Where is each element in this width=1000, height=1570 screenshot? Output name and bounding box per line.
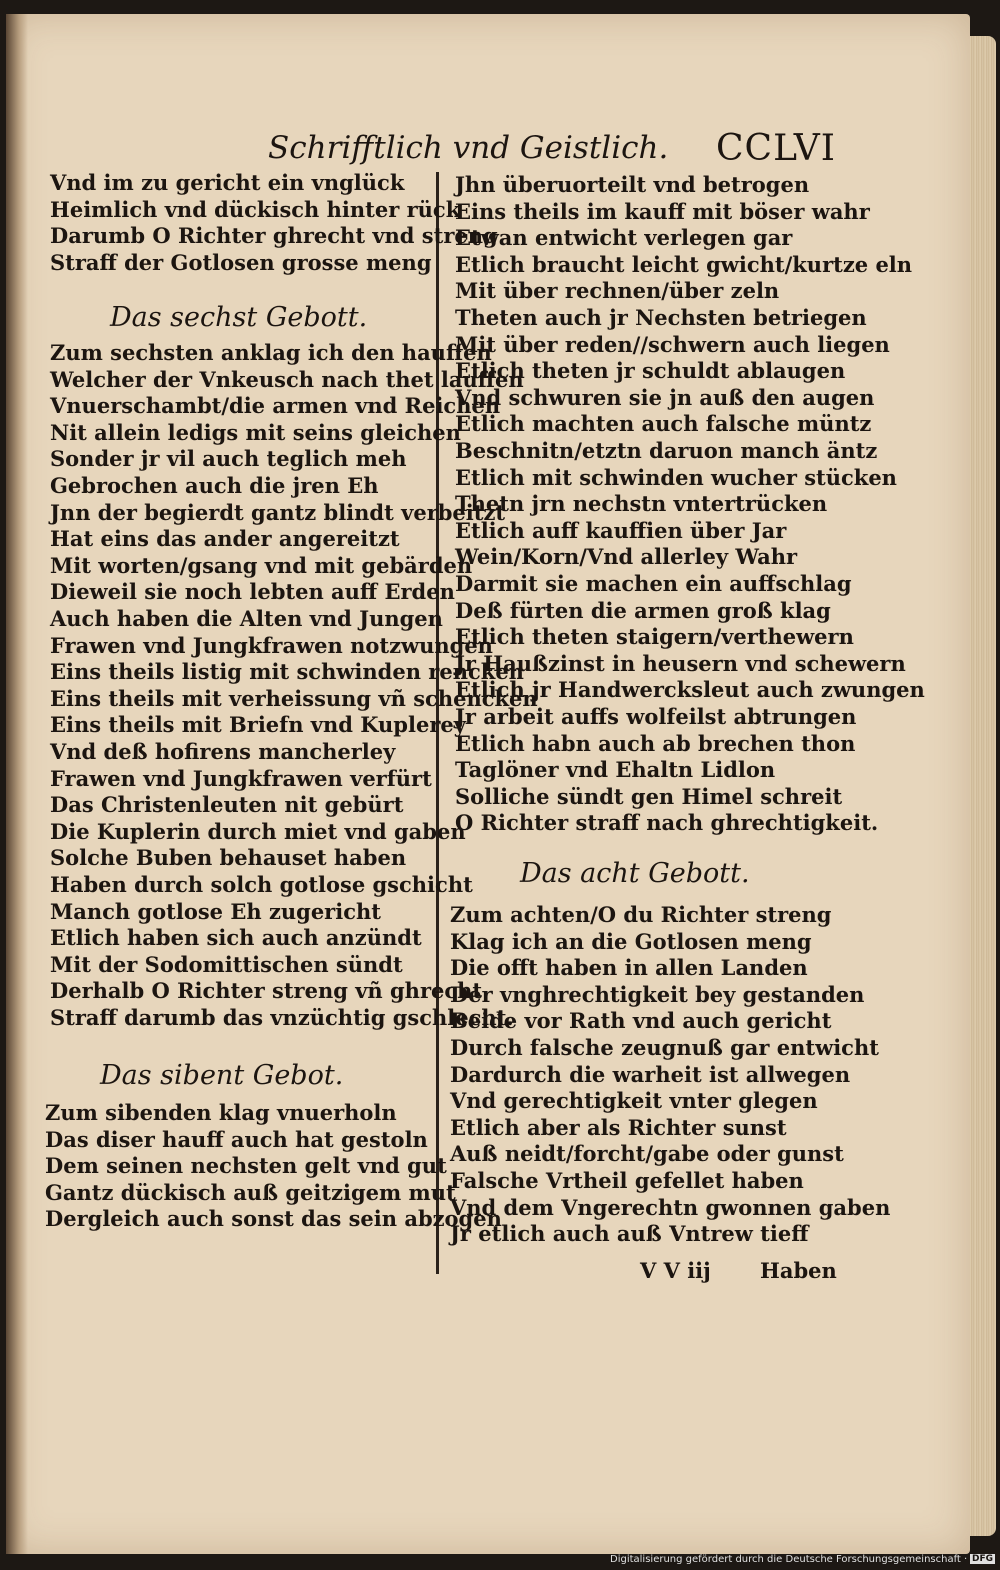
verse-line: Jhn überuorteilt vnd betrogen	[455, 172, 810, 197]
verse-line: O Richter straff nach ghrechtigkeit.	[455, 810, 879, 836]
verse-line: Dieweil sie noch lebten auff Erden	[50, 579, 455, 605]
verse-line: Beide vor Rath vnd auch gericht	[450, 1008, 832, 1034]
verse-line: Jr Haußzinst in heusern vnd schewern	[455, 650, 906, 676]
verse-line: Darmit sie machen ein auffschlag	[455, 571, 852, 596]
verse-line: Etlich mit schwinden wucher stücken	[455, 464, 897, 490]
verse-line: Zum sibenden klag vnuerholn	[45, 1100, 397, 1125]
verse-line: Frawen vnd Jungkfrawen verfürt	[50, 765, 432, 791]
verse-line: Eins theils listig mit schwinden rencken	[50, 659, 524, 685]
verse-line: Vnd dem Vngerechtn gwonnen gaben	[450, 1194, 891, 1220]
verse-line: Auch haben die Alten vnd Jungen	[50, 606, 443, 631]
verse-line: Gebrochen auch die jren Eh	[50, 473, 379, 498]
verse-line: Etlich aber als Richter sunst	[450, 1114, 787, 1140]
verse-line: Vnd gerechtigkeit vnter glegen	[450, 1088, 818, 1114]
verse-line: Darumb O Richter ghrecht vnd streng	[50, 223, 498, 249]
verse-line: Das Christenleuten nit gebürt	[50, 792, 404, 818]
verse-line: Hat eins das ander angereitzt	[50, 526, 400, 552]
section-heading: Das acht Gebott.	[520, 858, 750, 889]
verse-line: Sonder jr vil auch teglich meh	[50, 446, 407, 472]
verse-line: Vnd im zu gericht ein vnglück	[50, 170, 405, 195]
verse-line: Heimlich vnd dückisch hinter rück	[50, 196, 461, 222]
section-heading: Das sibent Gebot.	[100, 1060, 344, 1091]
verse-line: Straff darumb das vnzüchtig gschlecht.	[50, 1005, 514, 1030]
verse-line: Jr etlich auch auß Vntrew tieff	[450, 1221, 809, 1247]
verse-line: Dem seinen nechsten gelt vnd gut	[45, 1153, 447, 1179]
verse-line: Solche Buben behauset haben	[50, 845, 407, 871]
verse-line: Auß neidt/forcht/gabe oder gunst	[450, 1141, 844, 1167]
verse-line: Beschnitn/etztn daruon manch äntz	[455, 438, 878, 463]
verse-line: Etlich jr Handwercksleut auch zwungen	[455, 677, 925, 703]
digitization-credit: Digitalisierung gefördert durch die Deutsche Forschungsgemeinschaft ·	[610, 1554, 968, 1565]
section-heading: Das sechst Gebott.	[110, 302, 368, 333]
verse-line: Solliche sündt gen Himel schreit	[455, 783, 843, 809]
dfg-logo: DFG	[972, 1554, 994, 1564]
verse-line: Jr arbeit auffs wolfeilst abtrungen	[455, 704, 857, 729]
verse-line: Eins theils im kauff mit böser wahr	[455, 198, 870, 224]
verse-line: Theten auch jr Nechsten betriegen	[455, 305, 867, 330]
verse-line: Manch gotlose Eh zugericht	[50, 898, 381, 924]
verse-line: Etlich theten staigern/verthewern	[455, 624, 854, 650]
verse-line: Die offt haben in allen Landen	[450, 955, 808, 981]
verse-line: Vnd deß hofirens mancherley	[50, 739, 396, 764]
catchword: Haben	[760, 1258, 837, 1283]
verse-line: Etlich auff kauffien über Jar	[455, 517, 787, 543]
verse-line: Straff der Gotlosen grosse meng	[50, 249, 432, 275]
verse-line: Mit über reden//schwern auch liegen	[455, 331, 890, 357]
verse-line: Vnd schwuren sie jn auß den augen	[455, 384, 875, 410]
verse-line: Klag ich an die Gotlosen meng	[450, 928, 812, 954]
verse-line: Eins theils mit Briefn vnd Kuplerey	[50, 712, 466, 738]
verse-line: Dardurch die warheit ist allwegen	[450, 1061, 851, 1087]
verse-line: Durch falsche zeugnuß gar entwicht	[450, 1035, 879, 1060]
verse-line: Thetn jrn nechstn vntertrücken	[455, 491, 828, 517]
verse-line: Etlich habn auch ab brechen thon	[455, 730, 856, 756]
verse-line: Vnuerschambt/die armen vnd Reichen	[50, 393, 501, 419]
book-gutter	[6, 14, 28, 1554]
verse-line: Mit der Sodomittischen sündt	[50, 951, 403, 977]
verse-line: Etlich haben sich auch anzündt	[50, 925, 422, 951]
verse-line: Etwan entwicht verlegen gar	[455, 225, 793, 251]
running-head: Schrifftlich vnd Geistlich.	[268, 130, 669, 166]
verse-line: Dergleich auch sonst das sein abzogen	[45, 1206, 502, 1232]
verse-line: Welcher der Vnkeusch nach thet lauffen	[50, 366, 524, 392]
verse-line: Taglöner vnd Ehaltn Lidlon	[455, 757, 776, 783]
verse-line: Nit allein ledigs mit seins gleichen	[50, 419, 461, 445]
verse-line: Zum sechsten anklag ich den hauffen	[50, 340, 492, 365]
signature-mark: V V iij	[640, 1258, 711, 1283]
verse-line: Etlich machten auch falsche müntz	[455, 411, 872, 437]
folio-number: CCLVI	[716, 128, 836, 169]
verse-line: Derhalb O Richter streng vñ ghrecht	[50, 978, 483, 1004]
verse-line: Jnn der begierdt gantz blindt verbeitzt	[50, 499, 506, 525]
verse-line: Haben durch solch gotlose gschicht	[50, 872, 473, 897]
verse-line: Frawen vnd Jungkfrawen notzwungen	[50, 632, 493, 658]
verse-line: Der vnghrechtigkeit bey gestanden	[450, 981, 865, 1007]
verse-line: Etlich theten jr schuldt ablaugen	[455, 358, 846, 384]
verse-line: Mit worten/gsang vnd mit gebärden	[50, 552, 473, 578]
verse-line: Mit über rechnen/über zeln	[455, 278, 780, 304]
verse-line: Eins theils mit verheissung vñ schencken	[50, 685, 538, 711]
verse-line: Etlich braucht leicht gwicht/kurtze eln	[455, 251, 913, 277]
verse-line: Wein/Korn/Vnd allerley Wahr	[455, 544, 798, 570]
verse-line: Gantz dückisch auß geitzigem mut	[45, 1179, 456, 1205]
verse-line: Zum achten/O du Richter streng	[450, 902, 832, 927]
verse-line: Das diser hauff auch hat gestoln	[45, 1126, 428, 1152]
verse-line: Die Kuplerin durch miet vnd gaben	[50, 818, 466, 844]
verse-line: Falsche Vrtheil gefellet haben	[450, 1168, 804, 1193]
verse-line: Deß fürten die armen groß klag	[455, 597, 831, 623]
